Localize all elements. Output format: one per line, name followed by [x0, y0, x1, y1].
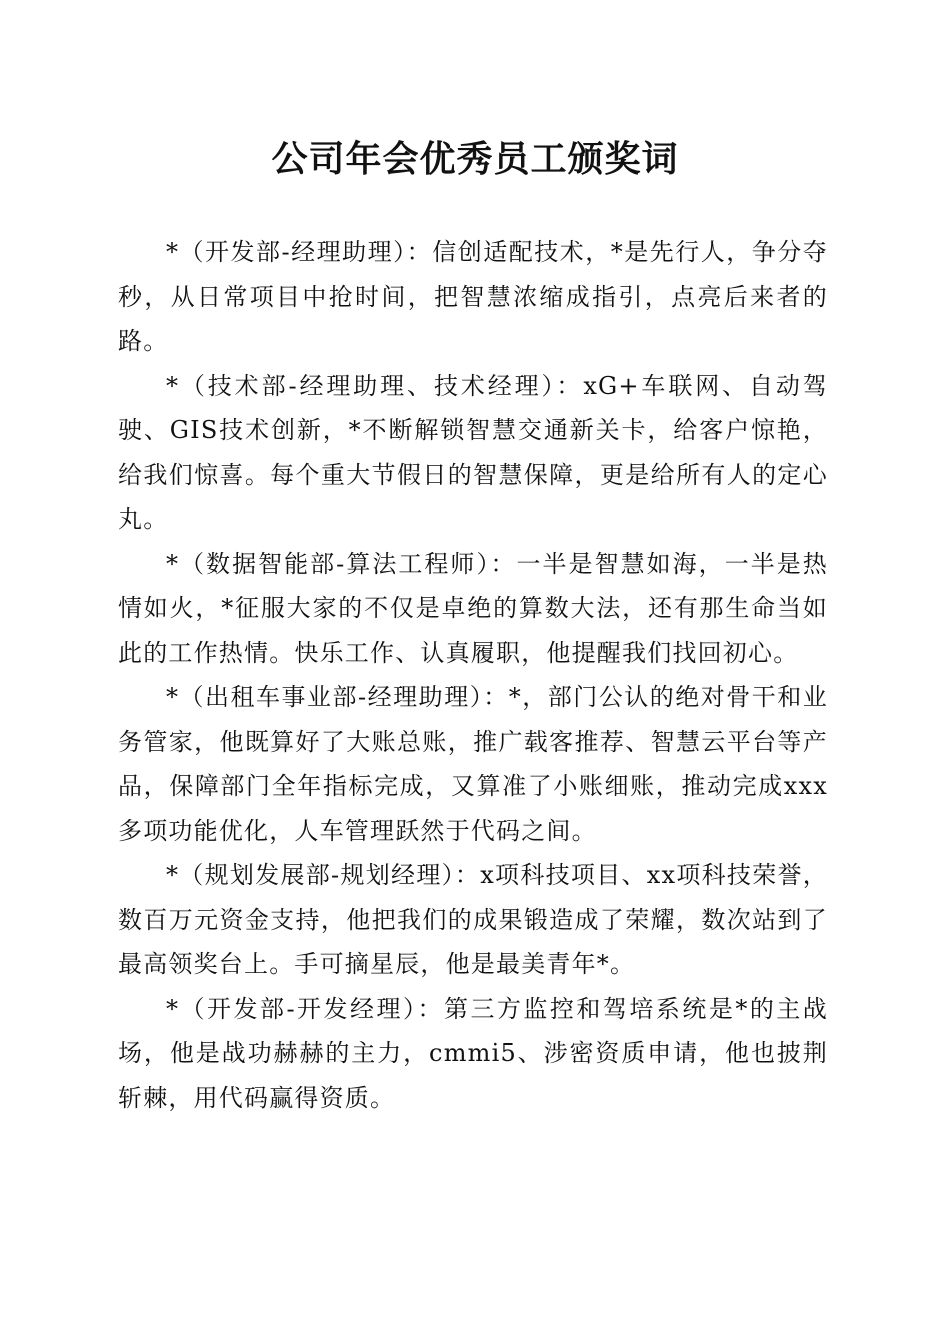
award-paragraph: *（规划发展部-规划经理）：x项科技项目、xx项科技荣誉，数百万元资金支持，他把我们的成果锻造成了荣耀，数次站到了最高领奖台上。手可摘星辰，他是最美青年*。	[118, 861, 828, 978]
document-title: 公司年会优秀员工颁奖词	[271, 139, 679, 180]
award-paragraph: *（开发部-开发经理）：第三方监控和驾培系统是*的主战场，他是战功赫赫的主力，cmmi5、涉密资质申请，他也披荆斩棘，用代码赢得资质。	[118, 994, 828, 1112]
award-paragraph: *（开发部-经理助理）：信创适配技术，*是先行人，争分夺秒，从日常项目中抢时间，把智慧浓缩成指引，点亮后来者的路。	[118, 238, 828, 355]
award-paragraph: *（出租车事业部-经理助理）：*，部门公认的绝对骨干和业务管家，他既算好了大账总账，推广载客推荐、智慧云平台等产品，保障部门全年指标完成，又算准了小账细账，推动完成xxx多项功能优化，人车管理跃然于代码之间。	[118, 683, 828, 845]
award-paragraph: *（技术部-经理助理、技术经理）：xG+车联网、自动驾驶、GIS技术创新，*不断解锁智慧交通新关卡，给客户惊艳，给我们惊喜。每个重大节假日的智慧保障，更是给所有人的定心丸。	[118, 371, 828, 533]
award-paragraph: *（数据智能部-算法工程师）：一半是智慧如海，一半是热情如火，*征服大家的不仅是卓绝的算数大法，还有那生命当如此的工作热情。快乐工作、认真履职，他提醒我们找回初心。	[118, 549, 828, 667]
document-body	[118, 230, 828, 1120]
